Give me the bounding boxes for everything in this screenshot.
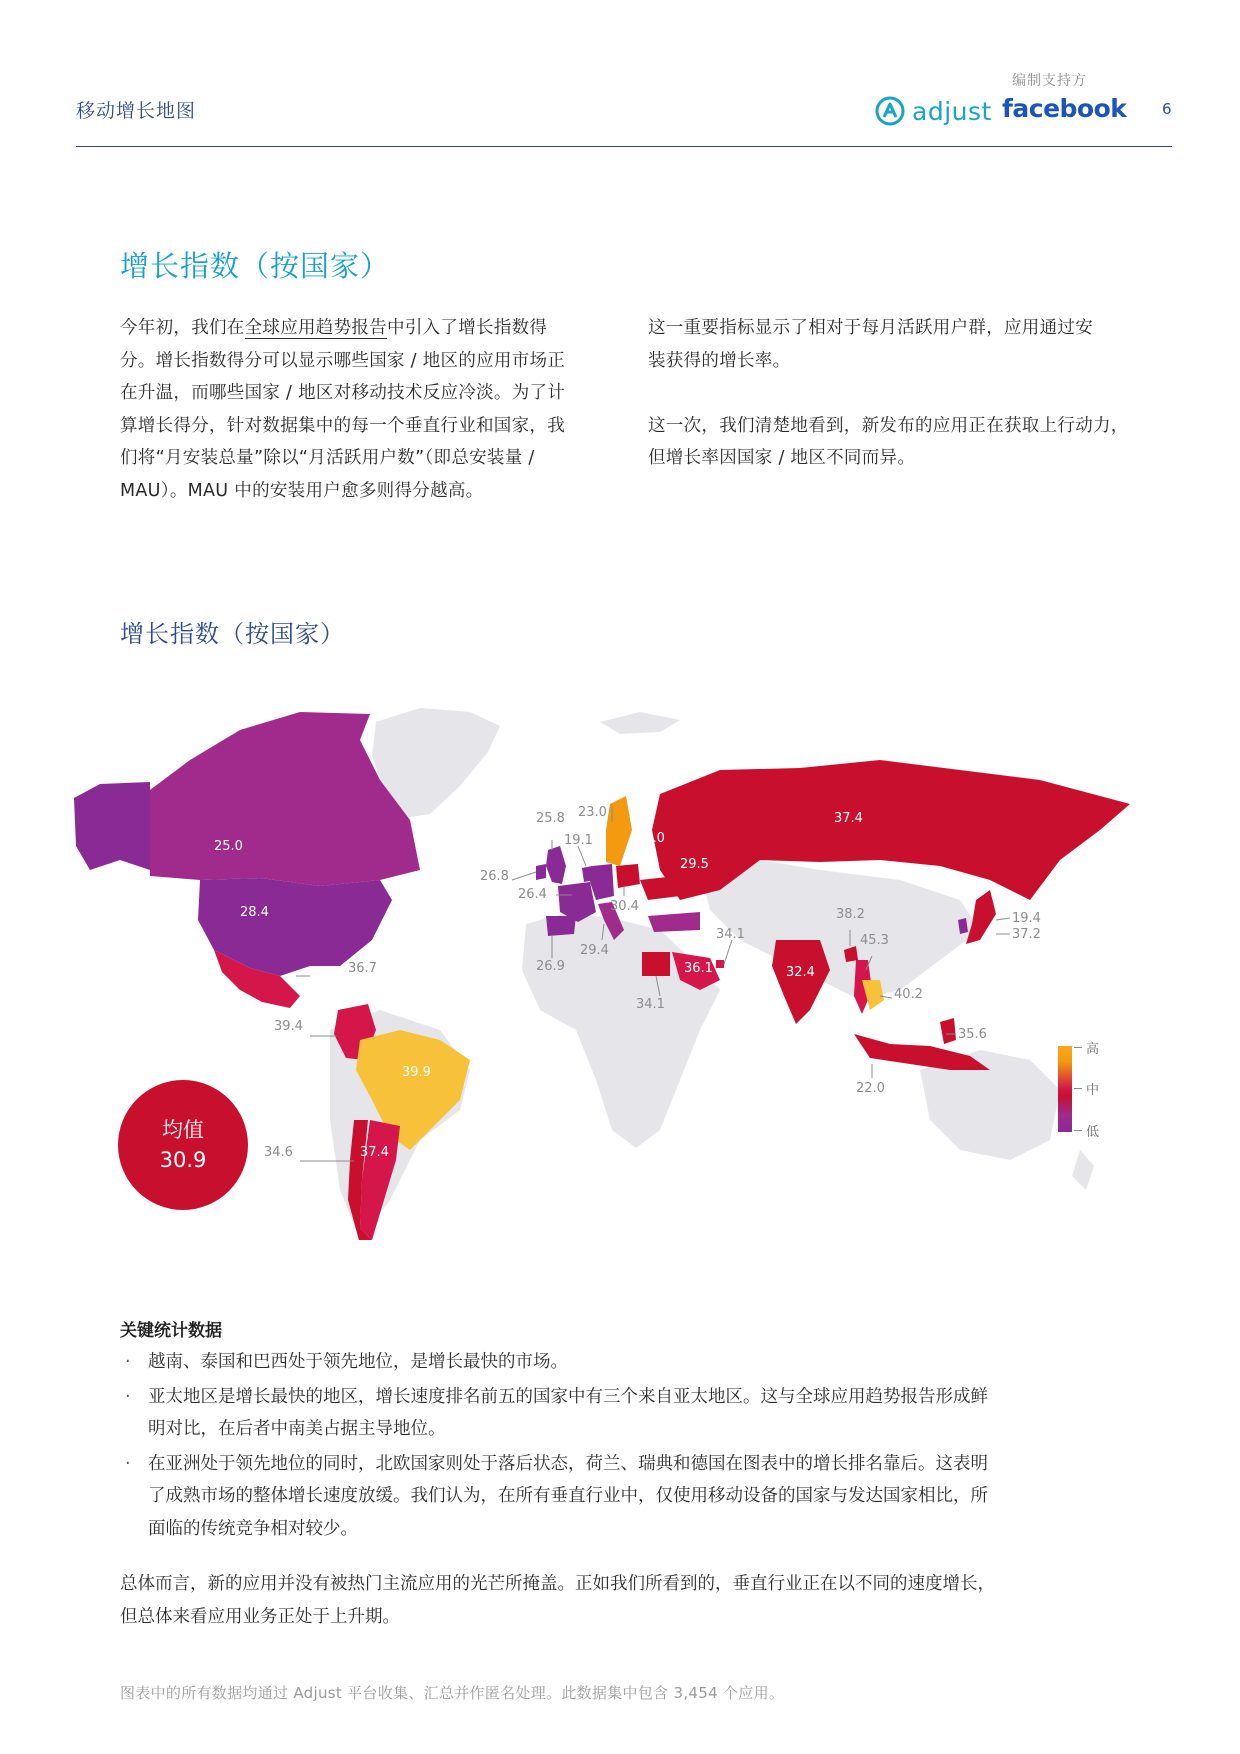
intro-line-3: 在升温，而哪些国家 / 地区对移动技术反应冷淡。为了计 (120, 383, 566, 403)
label-ukraine: 29.5 (680, 857, 709, 872)
key-stats-list (120, 1346, 1080, 1547)
summary-line-2: 但总体来看应用业务正处于上升期。 (120, 1606, 400, 1627)
korea-leader (996, 918, 1010, 920)
label-uk: 25.8 (536, 811, 565, 826)
summary-paragraph (120, 1568, 1080, 1633)
legend-tick-high (1074, 1047, 1082, 1048)
poland-shape (616, 864, 640, 888)
label-italy: 29.4 (580, 943, 609, 958)
label-japan: 37.2 (1012, 927, 1041, 942)
label-argentina: 37.4 (360, 1145, 389, 1160)
label-chile: 34.6 (264, 1145, 293, 1160)
label-saudi: 36.1 (684, 961, 713, 976)
label-ireland: 26.8 (480, 869, 509, 884)
legend-color-scale (1058, 1046, 1072, 1132)
alaska-shape (74, 782, 150, 870)
adjust-logo-icon (874, 95, 906, 127)
legend-high-label: 高 (1086, 1042, 1100, 1057)
summary-line-1: 总体而言，新的应用并没有被热门主流应用的光芒所掩盖。正如我们所看到的，垂直行业正在以不同的速度增长， (120, 1574, 995, 1594)
legend-low-label: 低 (1086, 1125, 1100, 1140)
legend-tick-mid (1074, 1088, 1082, 1089)
stat-3-line-3: 面临的传统竞争相对较少。 (148, 1518, 358, 1539)
label-canada: 25.0 (214, 839, 243, 854)
intro-line-6: MAU）。MAU 中的安装用户愈多则得分越高。 (120, 480, 484, 501)
label-germany: 20.0 (636, 831, 665, 846)
philippines-shape (940, 1018, 956, 1044)
stat-bullet-2 (120, 1381, 1080, 1446)
key-stats-title: 关键统计数据 (120, 1321, 222, 1341)
india-shape (772, 940, 830, 1024)
stat-1-line-1: 越南、泰国和巴西处于领先地位，是增长最快的市场。 (148, 1352, 568, 1372)
label-poland: 30.4 (610, 899, 639, 914)
new-zealand-shape (1072, 1150, 1094, 1190)
uae-shape (716, 960, 724, 968)
label-brazil: 39.9 (402, 1065, 431, 1080)
label-sweden: 23.0 (578, 805, 607, 820)
germany-shape (590, 864, 614, 900)
turkey-shape (648, 912, 700, 932)
label-france: 26.4 (518, 887, 547, 902)
label-thailand: 40.2 (894, 987, 923, 1002)
uae-leader (724, 940, 732, 964)
label-china-hk: 38.2 (836, 907, 865, 922)
page-number: 6 (1162, 100, 1172, 118)
egypt-shape (642, 952, 670, 976)
label-netherlands: 19.1 (564, 833, 593, 848)
label-india: 32.4 (786, 965, 815, 980)
label-usa: 28.4 (240, 905, 269, 920)
label-vietnam: 45.3 (860, 933, 889, 948)
label-colombia: 39.4 (274, 1019, 303, 1034)
arctic-islands-shape (600, 712, 680, 734)
uk-shape (546, 846, 566, 884)
intro-line-1 (120, 312, 620, 345)
stat-3-line-2: 了成熟市场的整体增长速度放缓。我们认为，在所有垂直行业中，仅使用移动设备的国家与发达国家相比，所 (148, 1486, 988, 1506)
adjust-logo-text: adjust (912, 96, 992, 126)
ireland-shape (536, 864, 546, 880)
stat-bullet-3 (120, 1448, 1080, 1546)
right-line-4: 但增长率因国家 / 地区不同而异。 (648, 448, 916, 468)
document-header-title: 移动增长地图 (76, 100, 197, 122)
label-uae: 34.1 (716, 927, 745, 942)
label-philippines: 35.6 (958, 1027, 987, 1042)
stat-2-line-2: 明对比，在后者中南美占据主导地位。 (148, 1419, 446, 1439)
average-value: 30.9 (159, 1148, 207, 1172)
average-label: 均值 (162, 1118, 204, 1142)
stat-bullet-1 (120, 1346, 1080, 1379)
label-mexico: 36.7 (348, 961, 377, 976)
sponsor-label: 编制支持方 (1012, 73, 1087, 89)
spain-shape (546, 916, 576, 936)
intro-paragraph-left (120, 312, 620, 507)
netherlands-leader (578, 846, 586, 866)
label-russia: 37.4 (834, 811, 863, 826)
right-line-2: 装获得的增长率。 (648, 350, 791, 371)
intro-line-5: 们将“月安装总量”除以“月活跃用户数”（即总安装量 / (120, 448, 535, 468)
legend-mid-label: 中 (1086, 1083, 1100, 1098)
adjust-logo (874, 94, 992, 128)
label-korea: 19.4 (1012, 911, 1041, 926)
right-line-3: 这一次，我们清楚地看到，新发布的应用正在获取上行动力， (648, 415, 1129, 436)
sweden-shape (606, 796, 632, 866)
report-link[interactable]: 全球应用趋势报告 (244, 318, 388, 338)
label-indonesia: 22.0 (856, 1081, 885, 1096)
intro-line-4: 算增长得分，针对数据集中的每一个垂直行业和国家，我 (120, 415, 565, 436)
intro-line-2: 分。增长指数得分可以显示哪些国家 / 地区的应用市场正 (120, 350, 566, 371)
stat-2-line-1: 亚太地区是增长最快的地区，增长速度排名前五的国家中有三个来自亚太地区。这与全球应用趋势报告形成鲜 (148, 1386, 988, 1407)
right-line-1: 这一重要指标显示了相对于每月活跃用户群，应用通过安 (648, 318, 1093, 338)
stat-3-line-1: 在亚洲处于领先地位的同时，北欧国家则处于落后状态，荷兰、瑞典和德国在图表中的增长排名靠后。这表明 (148, 1453, 988, 1474)
chart-title: 增长指数（按国家） (120, 620, 345, 648)
label-spain: 26.9 (536, 959, 565, 974)
footnote: 图表中的所有数据均通过 Adjust 平台收集、汇总并作匿名处理。此数据集中包含 3,454 个应用。 (120, 1684, 785, 1702)
legend-tick-low (1074, 1130, 1082, 1131)
ireland-leader (512, 872, 536, 880)
label-egypt: 34.1 (636, 997, 665, 1012)
average-badge (118, 1080, 248, 1210)
right-spacer (648, 377, 1148, 410)
intro-paragraph-right (648, 312, 1148, 475)
facebook-logo: facebook (1002, 94, 1127, 123)
intro-line-1-text: 今年初，我们在全球应用趋势报告中引入了增长指数得 (120, 318, 548, 338)
header-divider (76, 146, 1172, 147)
section-title: 增长指数（按国家） (120, 249, 391, 283)
